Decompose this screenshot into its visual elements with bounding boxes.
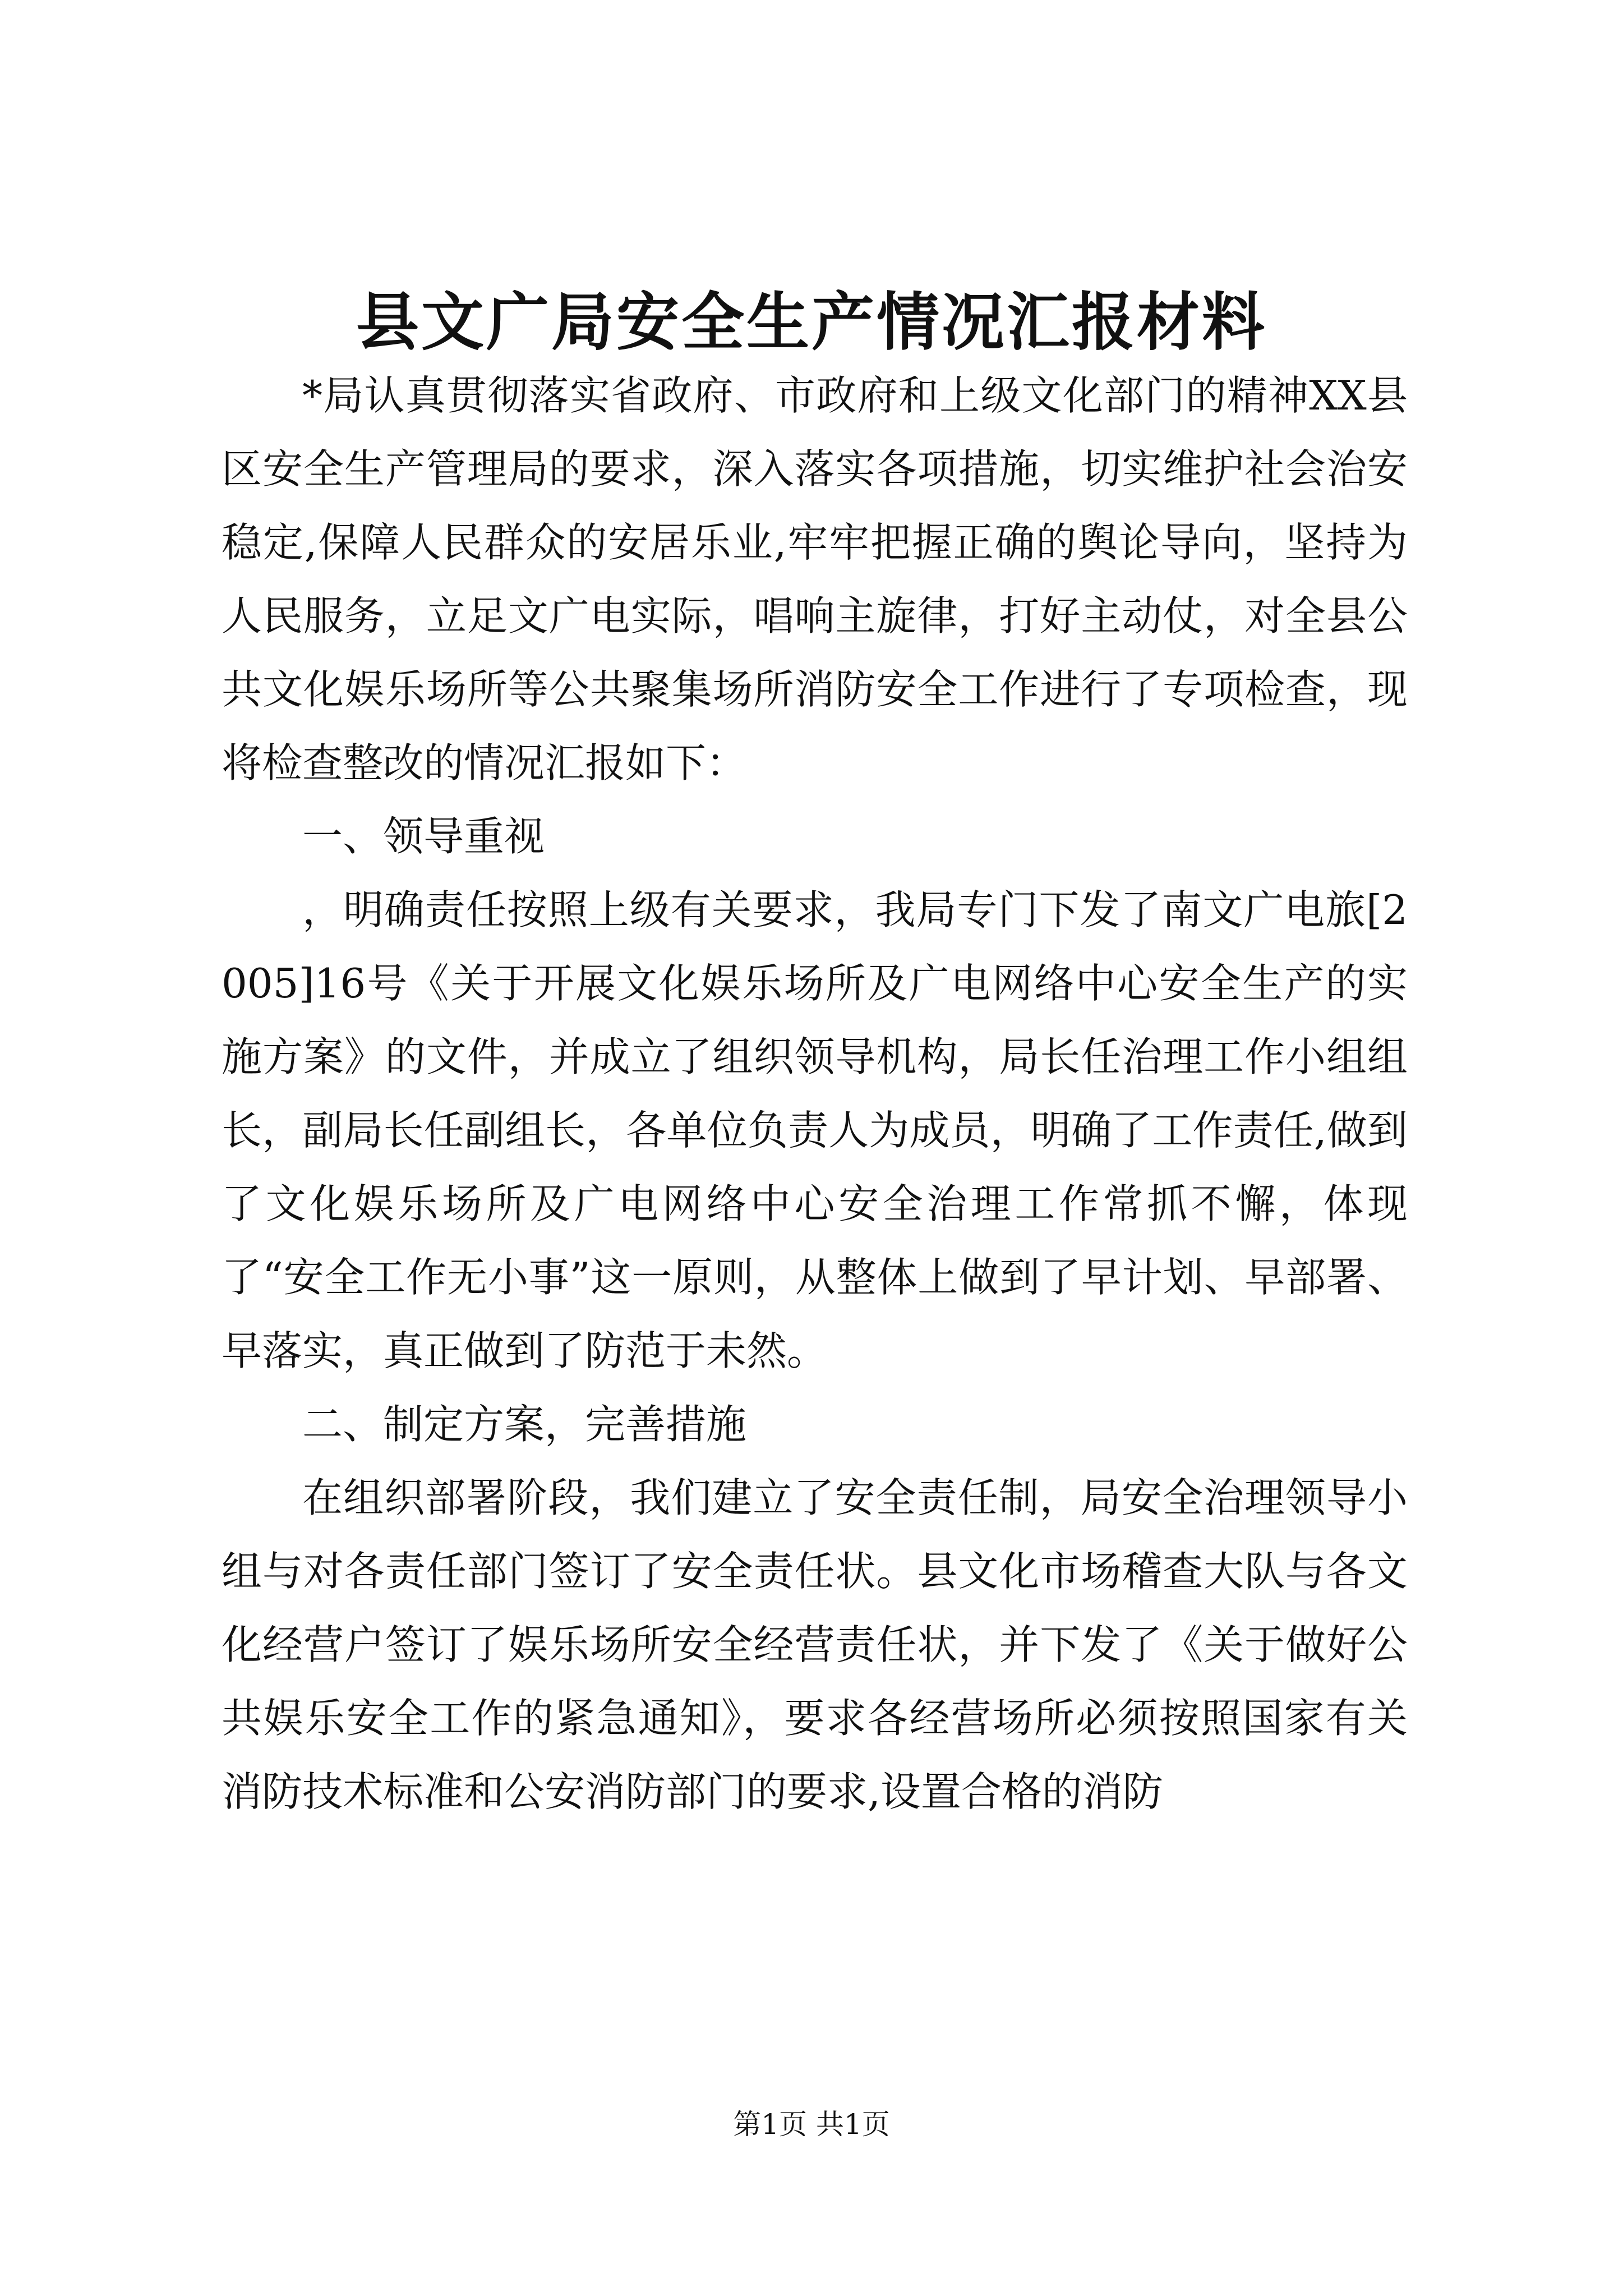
page-footer: 第1页 共1页 [733,2108,890,2141]
document-body [222,359,1408,1829]
section-1-paragraph: ，明确责任按照上级有关要求，我局专门下发了南文广电旅[2005]16号《关于开展文化娱乐场所及广电网络中心安全生产的实施方案》的文件，并成立了组织领导机构，局长任治理工作小组组长，副局长任副组长，各单位负责人为成员，明确了工作责任,做到了文化娱乐场所及广电网络中心安全治理工作常抓不懈，体现了“安全工作无小事”这一原则，从整体上做到了早计划、早部署、早落实，真正做到了防范于未然。 [222,886,1408,1374]
intro-paragraph: *局认真贯彻落实省政府、市政府和上级文化部门的精神XX县区安全生产管理局的要求，深入落实各项措施，切实维护社会治安稳定,保障人民群众的安居乐业,牢牢把握正确的舆论导向，坚持为人民服务，立足文广电实际，唱响主旋律，打好主动仗，对全县公共文化娱乐场所等公共聚集场所消防安全工作进行了专项检查，现将检查整改的情况汇报如下： [222,372,1408,786]
document-title: 县文广局安全生产情况汇报材料 [356,286,1267,359]
section-2-paragraph: 在组织部署阶段，我们建立了安全责任制，局安全治理领导小组与对各责任部门签订了安全责任状。县文化市场稽查大队与各文化经营户签订了娱乐场所安全经营责任状，并下发了《关于做好公共娱乐安全工作的紧急通知》，要求各经营场所必须按照国家有关消防技术标准和公安消防部门的要求,设置合格的消防 [222,1474,1408,1815]
section-heading-1: 一、领导重视 [302,813,545,860]
section-heading-2: 二、制定方案，完善措施 [302,1401,747,1448]
